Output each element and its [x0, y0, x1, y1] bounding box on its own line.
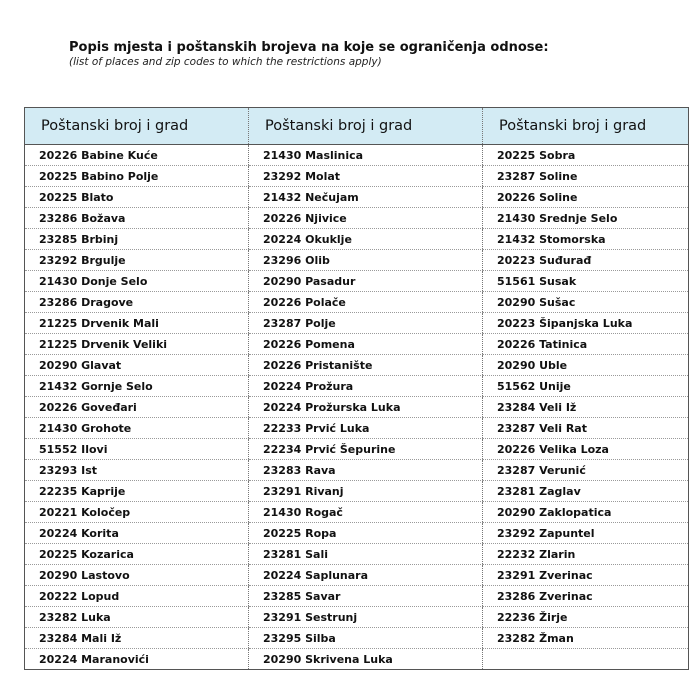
table-row — [25, 166, 689, 187]
table-row — [25, 376, 689, 397]
place-cell: 21430 Grohote — [25, 418, 249, 439]
table-row — [25, 313, 689, 334]
table-row — [25, 523, 689, 544]
place-cell: 23285 Brbinj — [25, 229, 249, 250]
place-cell: 22235 Kaprije — [25, 481, 249, 502]
place-cell: 20225 Sobra — [483, 145, 689, 166]
document-header — [69, 40, 549, 69]
table-row — [25, 334, 689, 355]
place-cell: 21430 Rogač — [249, 502, 483, 523]
place-cell: 20224 Prožura — [249, 376, 483, 397]
table-row — [25, 355, 689, 376]
place-cell: 22236 Žirje — [483, 607, 689, 628]
table-row — [25, 418, 689, 439]
place-cell — [483, 649, 689, 670]
place-cell: 20226 Polače — [249, 292, 483, 313]
place-cell: 22232 Zlarin — [483, 544, 689, 565]
place-cell: 23281 Sali — [249, 544, 483, 565]
place-cell: 22234 Prvić Šepurine — [249, 439, 483, 460]
place-cell: 23291 Sestrunj — [249, 607, 483, 628]
place-cell: 23287 Soline — [483, 166, 689, 187]
table-row — [25, 607, 689, 628]
place-cell: 21225 Drvenik Mali — [25, 313, 249, 334]
place-cell: 20290 Skrivena Luka — [249, 649, 483, 670]
place-cell: 21225 Drvenik Veliki — [25, 334, 249, 355]
place-cell: 20225 Blato — [25, 187, 249, 208]
table-row — [25, 544, 689, 565]
place-cell: 23296 Olib — [249, 250, 483, 271]
place-cell: 23286 Dragove — [25, 292, 249, 313]
place-cell: 20290 Lastovo — [25, 565, 249, 586]
place-cell: 20224 Prožurska Luka — [249, 397, 483, 418]
place-cell: 21432 Gornje Selo — [25, 376, 249, 397]
table-row — [25, 586, 689, 607]
place-cell: 20224 Saplunara — [249, 565, 483, 586]
place-cell: 23292 Zapuntel — [483, 523, 689, 544]
place-cell: 21430 Donje Selo — [25, 271, 249, 292]
place-cell: 20226 Velika Loza — [483, 439, 689, 460]
table-row — [25, 439, 689, 460]
place-cell: 20225 Ropa — [249, 523, 483, 544]
place-cell: 23283 Rava — [249, 460, 483, 481]
place-cell: 20226 Njivice — [249, 208, 483, 229]
table-row — [25, 502, 689, 523]
place-cell: 51562 Unije — [483, 376, 689, 397]
places-table — [24, 107, 689, 670]
column-header: Poštanski broj i grad — [25, 108, 249, 145]
place-cell: 20226 Pristanište — [249, 355, 483, 376]
place-cell: 20225 Babino Polje — [25, 166, 249, 187]
place-cell: 20290 Glavat — [25, 355, 249, 376]
place-cell: 20290 Sušac — [483, 292, 689, 313]
place-cell: 20224 Maranovići — [39, 652, 149, 666]
table-row — [25, 208, 689, 229]
place-cell: 21432 Stomorska — [483, 229, 689, 250]
place-cell: 23285 Savar — [249, 586, 483, 607]
place-cell: 23286 Božava — [25, 208, 249, 229]
place-cell: 20224 Okuklje — [249, 229, 483, 250]
place-cell: 23287 Verunić — [483, 460, 689, 481]
place-cell: 23295 Silba — [249, 628, 483, 649]
table-row — [25, 565, 689, 586]
place-cell: 20290 Pasadur — [249, 271, 483, 292]
place-cell: 23284 Mali Iž — [25, 628, 249, 649]
column-header: Poštanski broj i grad — [483, 108, 689, 145]
place-cell: 23292 Molat — [249, 166, 483, 187]
place-cell: 20226 Babine Kuće — [25, 145, 249, 166]
place-cell: 23284 Veli Iž — [483, 397, 689, 418]
place-cell: 20223 Šipanjska Luka — [483, 313, 689, 334]
table-row — [25, 481, 689, 502]
place-cell: 23287 Veli Rat — [483, 418, 689, 439]
table-row — [25, 460, 689, 481]
place-cell: 23287 Polje — [249, 313, 483, 334]
place-cell: 23282 Luka — [25, 607, 249, 628]
table-row — [25, 397, 689, 418]
table-header-row — [25, 108, 689, 145]
document-subtitle: (list of places and zip codes to which the restrictions apply) — [69, 56, 382, 68]
place-cell: 20226 Pomena — [249, 334, 483, 355]
place-cell: 23291 Rivanj — [249, 481, 483, 502]
place-cell: 21432 Nečujam — [249, 187, 483, 208]
table-row — [25, 250, 689, 271]
place-cell: 20221 Koločep — [25, 502, 249, 523]
places-table-body — [25, 145, 689, 670]
table-row — [25, 292, 689, 313]
place-cell: 20222 Lopud — [25, 586, 249, 607]
table-row — [25, 271, 689, 292]
place-cell: 20290 Uble — [483, 355, 689, 376]
place-cell: 21430 Maslinica — [249, 145, 483, 166]
place-cell: 23286 Zverinac — [483, 586, 689, 607]
place-cell: 23291 Zverinac — [483, 565, 689, 586]
column-header: Poštanski broj i grad — [249, 108, 483, 145]
place-cell: 23293 Ist — [25, 460, 249, 481]
table-row — [25, 628, 689, 649]
place-cell: 21430 Srednje Selo — [483, 208, 689, 229]
document-title: Popis mjesta i poštanskih brojeva na koje se ograničenja odnose: — [69, 40, 549, 55]
place-cell: 20224 Korita — [25, 523, 249, 544]
place-cell: 20225 Kozarica — [25, 544, 249, 565]
place-cell: 22233 Prvić Luka — [249, 418, 483, 439]
place-cell: 51552 Ilovi — [25, 439, 249, 460]
place-cell: 20226 Goveđari — [25, 397, 249, 418]
place-cell: 20226 Soline — [483, 187, 689, 208]
place-cell: 23282 Žman — [483, 628, 689, 649]
table-row — [25, 187, 689, 208]
place-cell: 20223 Suđurađ — [483, 250, 689, 271]
place-cell: 20226 Tatinica — [483, 334, 689, 355]
place-cell: 51561 Susak — [483, 271, 689, 292]
place-cell: 23281 Zaglav — [483, 481, 689, 502]
place-cell: 20290 Zaklopatica — [483, 502, 689, 523]
table-row — [25, 145, 689, 166]
table-row — [25, 229, 689, 250]
table-row — [25, 649, 689, 670]
place-cell: 23292 Brgulje — [25, 250, 249, 271]
